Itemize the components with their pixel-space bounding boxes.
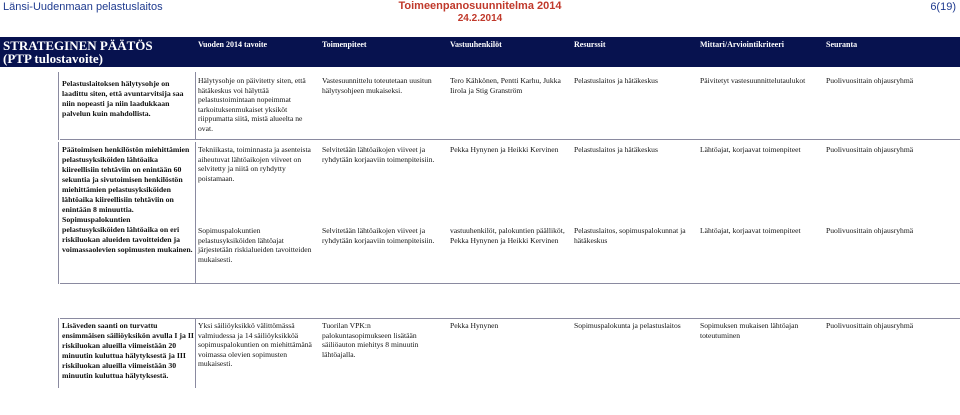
row2-left-border (58, 142, 59, 284)
table-row-2 (0, 142, 960, 284)
column-header-persons: Vastuuhenkilöt (450, 40, 502, 49)
row1-bottom-border (60, 139, 960, 140)
table-row-1 (0, 72, 960, 140)
row1-followup: Puolivuosittain ohjausryhmä (826, 76, 914, 85)
plan-title: Toimeenpanosuunnitelma 2014 (398, 0, 562, 12)
row3-resources: Sopimuspalokunta ja pelastuslaitos (574, 321, 681, 330)
row3-divider (195, 318, 196, 388)
row1-decision: Pelastuslaitoksen hälytysohje on laadittu siten, että avuntarvitsija saa niin nopeasti ja niin laadukkaan palvelun kuin mahdollista. (62, 79, 184, 118)
row1-measures: Vastesuunnittelu toteutetaan uusitun hälytysohjeen mukaiseksi. (322, 76, 432, 95)
row2b-resources: Pelastuslaitos, sopimuspalokunnat ja hätäkeskus (574, 226, 686, 245)
row3-measures: Tuorilan VPK:n palokuntasopimukseen lisätään säiliöauton miehitys 8 minuutin lähtöajalla. (322, 321, 419, 359)
column-header-goal: Vuoden 2014 tavoite (198, 40, 268, 49)
band-title-line2: (PTP tulostavoite) (3, 51, 104, 66)
row1-goal: Hälytysohje on päivitetty siten, että hätäkeskus voi hälyttää pelastustoimintaan nopeimmat tarkoituksenmukaiset yksiköt riippumatta siitä, mistä alueelta ne ovat. (198, 76, 306, 133)
column-header-metric: Mittari/Arviointikriteeri (700, 40, 784, 49)
row3-metric: Sopimuksen mukaisen lähtöajan toteutuminen (700, 321, 799, 340)
column-header-measures: Toimenpiteet (322, 40, 367, 49)
row2a-metric: Lähtöajat, korjaavat toimenpiteet (700, 145, 801, 154)
row1-resources: Pelastuslaitos ja hätäkeskus (574, 76, 658, 85)
column-header-resources: Resurssit (574, 40, 606, 49)
page-number: 6(19) (930, 1, 956, 13)
row2a-persons: Pekka Hynynen ja Heikki Kervinen (450, 145, 559, 154)
row2-bottom-border (60, 283, 960, 284)
row2b-persons: vastuuhenkilöt, palokuntien päälliköt, Pekka Hynynen ja Heikki Kervinen (450, 226, 565, 245)
row1-metric: Päivitetyt vastesuunnittelutaulukot (700, 76, 806, 85)
row2b-measures: Selvitetään lähtöaikojen viiveet ja ryhdytään korjaaviin toimenpiteisiin. (322, 226, 435, 245)
row2-decision: Päätoimisen henkilöstön miehittämien pelastusyksiköiden lähtöaika kiireellisiin tehtäviin on enintään 60 sekuntia ja sivutoimisen henkilöstön miehittämien pelastusyksiköiden lähtöaika kiireellisiin tehtäviin on enintään 8 minuuttia. Sopimuspalokuntien pelastusyksiköiden lähtöaika on eri riskiluokan alueiden tavoitteiden ja voimassaolevien sopimusten mukainen. (62, 145, 193, 254)
row3-persons: Pekka Hynynen (450, 321, 499, 330)
row3-decision: Lisäveden saanti on turvattu ensimmäisen säiliöyksikön avulla I ja II riskiluokan alueilla viimeistään 20 minuutin kuluttua hälytyksestä ja III riskiluokan alueilla viimeistään 30 minuutin kuluttua hälytyksestä. (62, 321, 194, 380)
row2b-metric: Lähtöajat, korjaavat toimenpiteet (700, 226, 801, 235)
table-row-3 (0, 318, 960, 388)
row2a-followup: Puolivuosittain ohjausryhmä (826, 145, 914, 154)
plan-date: 24.2.2014 (457, 13, 503, 24)
row1-divider (195, 72, 196, 140)
row3-top-border (60, 318, 960, 319)
row2a-measures: Selvitetään lähtöaikojen viiveet ja ryhdytään korjaaviin toimenpiteisiin. (322, 145, 435, 164)
band-title (3, 39, 153, 65)
band-title-line1: STRATEGINEN PÄÄTÖS (3, 38, 153, 53)
row3-left-border (58, 318, 59, 388)
row2a-goal: Tekniikasta, toiminnasta ja asenteista aiheutuvat lähtöaikojen viiveet on selvitetty ja niitä on ryhdytty poistamaan. (198, 145, 311, 183)
row3-followup: Puolivuosittain ohjausryhmä (826, 321, 914, 330)
row3-goal: Yksi säiliöyksikkö välittömässä valmiudessa ja 14 säiliöyksikköä sopimuspalokuntien on miehittämänä voimassa olevien sopimusten mukaisesti. (198, 321, 312, 369)
table-header-band (0, 37, 960, 67)
row2b-goal: Sopimuspalokuntien pelastusyksiköiden lähtöajat järjestetään riskialueiden tavoitteiden mukaisesti. (198, 226, 312, 264)
organization-name: Länsi-Uudenmaan pelastuslaitos (3, 1, 163, 13)
column-header-followup: Seuranta (826, 40, 858, 49)
plan-title-block (0, 1, 960, 24)
page-header (0, 0, 960, 22)
row1-left-border (58, 72, 59, 140)
row2-divider (195, 142, 196, 284)
row2a-resources: Pelastuslaitos ja hätäkeskus (574, 145, 658, 154)
row1-persons: Tero Kähkönen, Pentti Karhu, Jukka Iirola ja Stig Granström (450, 76, 561, 95)
row2b-followup: Puolivuosittain ohjausryhmä (826, 226, 914, 235)
